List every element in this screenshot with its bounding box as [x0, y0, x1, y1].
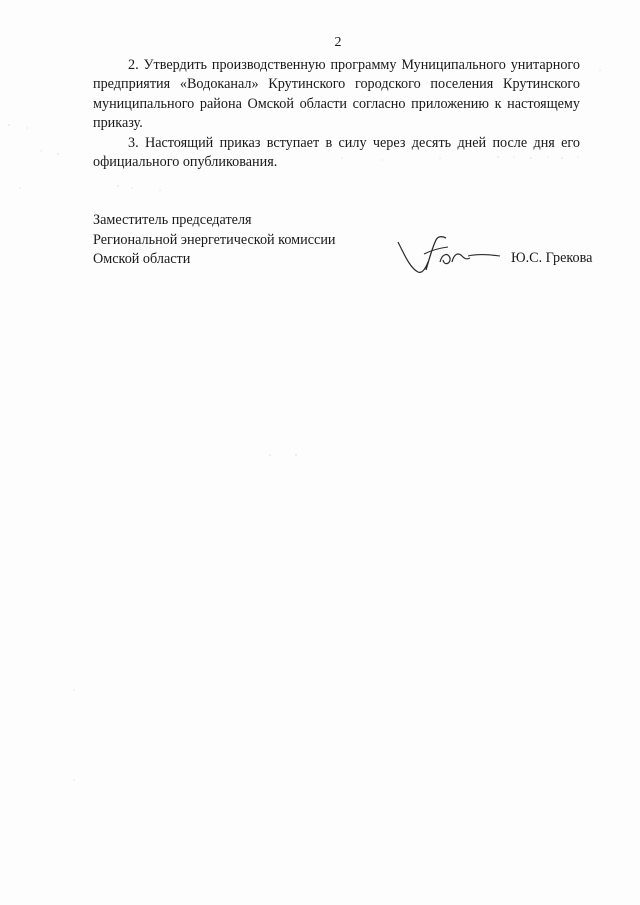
signature-icon	[396, 234, 506, 280]
paragraph-2: 2. Утвердить производственную программу Муниципального унитарного предприятия «Водоканал» Крутинского городского поселения Крутинского муниципального района Омской области согласно приложению к настоящему приказу.	[93, 57, 580, 132]
signatory-title	[93, 211, 336, 270]
signatory-title-line-3: Омской области	[93, 251, 191, 267]
document-body	[93, 56, 580, 172]
signatory-title-line-1: Заместитель председателя	[93, 212, 252, 228]
paragraph-3: 3. Настоящий приказ вступает в силу через десять дней после дня его официального опубликования.	[93, 134, 580, 171]
signatory-title-line-2: Региональной энергетической комиссии	[93, 231, 336, 248]
page-number: 2	[334, 35, 342, 50]
signatory-name: Ю.С. Грекова	[511, 250, 593, 266]
